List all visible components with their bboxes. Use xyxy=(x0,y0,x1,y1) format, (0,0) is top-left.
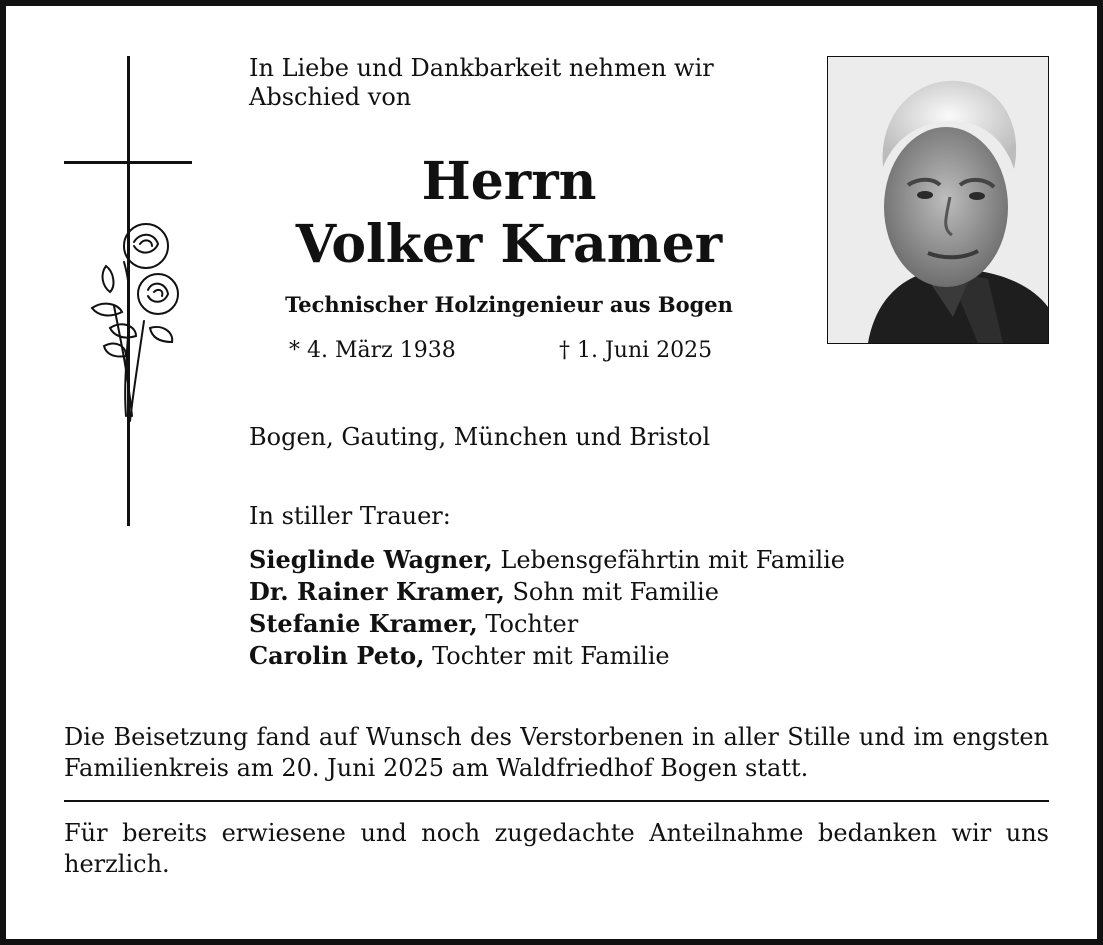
mourner-name: Sieglinde Wagner, xyxy=(249,545,493,574)
honorific: Herrn xyxy=(421,151,597,212)
deceased-name: Volker Kramer xyxy=(295,214,723,275)
divider-line xyxy=(64,800,1049,802)
mourners-list xyxy=(249,544,845,672)
mourner-item xyxy=(249,640,845,672)
funeral-notice: Die Beisetzung fand auf Wunsch des Verstorbenen in aller Stille und im engsten Familienkreis am 20. Juni 2025 am Waldfriedhof Bogen statt. xyxy=(64,723,1049,782)
death-date: † 1. Juni 2025 xyxy=(559,338,713,363)
birth-date: * 4. März 1938 xyxy=(289,338,456,363)
mourner-relation: Tochter xyxy=(485,610,579,638)
mourning-label: In stiller Trauer: xyxy=(249,502,451,530)
mourner-name: Dr. Rainer Kramer, xyxy=(249,577,505,606)
roses-icon xyxy=(84,216,189,426)
thanks-text: Für bereits erwiesene und noch zugedachte Anteilnahme bedanken wir uns herzlich. xyxy=(64,819,1049,878)
cross-horizontal-bar xyxy=(64,161,192,164)
mourner-name: Carolin Peto, xyxy=(249,641,425,670)
portrait-icon xyxy=(828,57,1048,343)
portrait-photo xyxy=(827,56,1049,344)
intro-text: In Liebe und Dankbarkeit nehmen wir Abschied von xyxy=(249,54,714,111)
mourner-item xyxy=(249,576,845,608)
mourner-item xyxy=(249,544,845,576)
places: Bogen, Gauting, München und Bristol xyxy=(249,423,711,451)
mourner-name: Stefanie Kramer, xyxy=(249,609,478,638)
mourner-relation: Sohn mit Familie xyxy=(512,578,719,606)
mourner-item xyxy=(249,608,845,640)
mourner-relation: Lebensgefährtin mit Familie xyxy=(500,546,846,574)
mourner-relation: Tochter mit Familie xyxy=(432,642,670,670)
profession: Technischer Holzingenieur aus Bogen xyxy=(285,292,733,317)
